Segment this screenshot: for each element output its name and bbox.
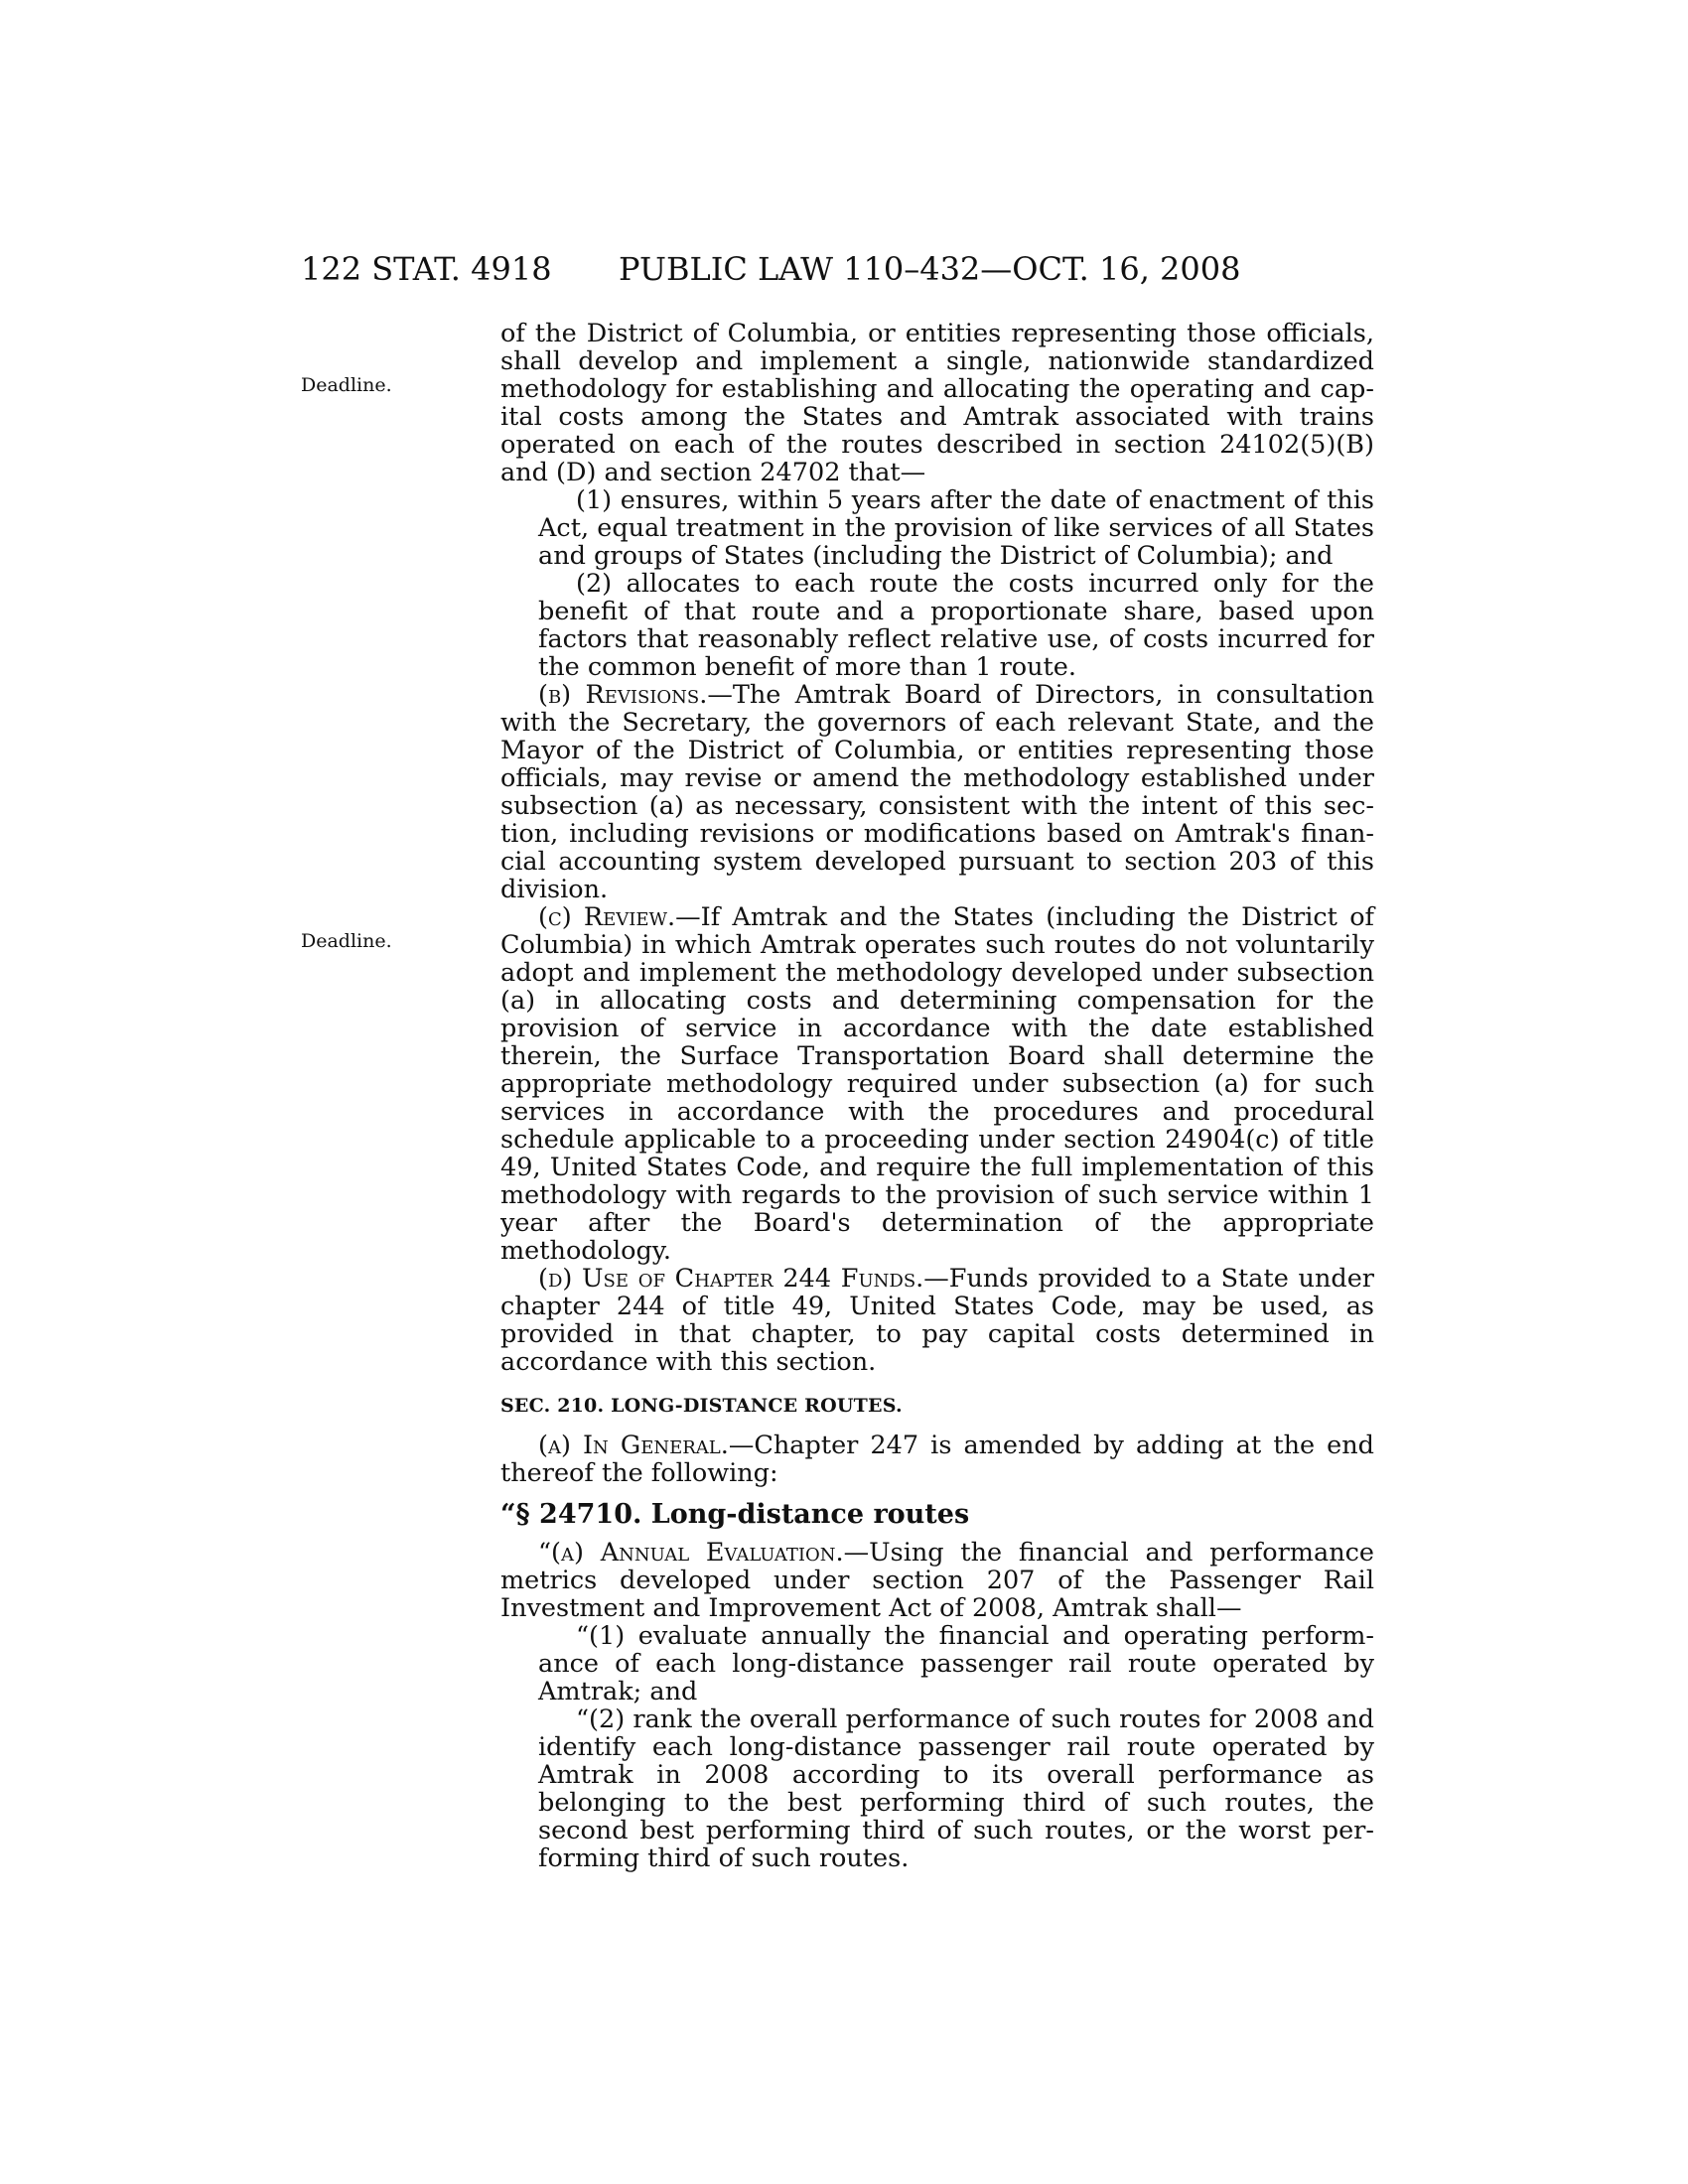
paragraph-item-2: (2) allocates to each route the costs incurred only for the benefit of that route and a proportionate share, based upon factors that reasonably reflect relative use, of costs incurred for the common benefit of more than 1 route. (538, 569, 1374, 682)
subsection-label-in-general: (a) In General. (538, 1431, 729, 1460)
subsection-label-review: (c) Review. (538, 902, 676, 932)
section-title-24710: “§ 24710. Long-distance routes (500, 1499, 970, 1530)
body-text (500, 320, 1374, 1872)
paragraph-use-of-funds: (d) Use of Chapter 244 Funds.—Funds provided to a State under chapter 244 of title 49, United States Code, may be used, as provided in that chapter, to pay capital costs determined in accordance with this section. (500, 1264, 1374, 1377)
paragraph-evaluate-item-1: “(1) evaluate annually the financial and operating performance of each long-distance passenger rail route operated by Amtrak; and (538, 1621, 1374, 1706)
paragraph-revisions: (b) Revisions.—The Amtrak Board of Directors, in consultation with the Secretary, the governors of each relevant State, and the Mayor of the District of Columbia, or entities representing those officials, may revise or amend the methodology established under subsection (a) as necessary, consistent with the intent of this section, including revisions or modifications based on Amtrak's financial accounting system developed pursuant to section 203 of this division. (500, 680, 1374, 904)
section-heading: SEC. 210. LONG-DISTANCE ROUTES. (500, 1395, 903, 1417)
paragraph-rank-item-2: “(2) rank the overall performance of such routes for 2008 and identify each long-distance passenger rail route operated by Amtrak in 2008 according to its overall performance as belonging to the best performing third of such routes, the second best performing third of such routes, or the worst performing third of such routes. (538, 1705, 1374, 1873)
subsection-label-use-of-funds: (d) Use of Chapter 244 Funds. (538, 1264, 924, 1294)
subsection-label-annual-evaluation: “(a) Annual Evaluation. (538, 1538, 844, 1568)
paragraph-item-1: (1) ensures, within 5 years after the date of enactment of this Act, equal treatment in the provision of like services of all States and groups of States (including the District of Columbia); and (538, 485, 1374, 571)
paragraph-continuation: of the District of Columbia, or entities representing those officials, shall develop and implement a single, nationwide standardized methodology for establishing and allocating the operating and capital costs among the States and Amtrak associated with trains operated on each of the routes described in section 24102(5)(B) and (D) and section 24702 that— (500, 319, 1374, 487)
public-law-citation: PUBLIC LAW 110–432—OCT. 16, 2008 (619, 250, 1241, 288)
statute-page-number: 122 STAT. 4918 (301, 250, 552, 288)
paragraph-annual-evaluation: “(a) Annual Evaluation.—Using the financial and performance metrics developed under section 207 of the Passenger Rail Investment and Improvement Act of 2008, Amtrak shall— (500, 1538, 1374, 1623)
paragraph-in-general: (a) In General.—Chapter 247 is amended by adding at the end thereof the following: (500, 1431, 1374, 1488)
margin-note-deadline-1: Deadline. (301, 374, 392, 396)
page-header (301, 250, 1373, 290)
paragraph-review: (c) Review.—If Amtrak and the States (including the District of Columbia) in which Amtrak operates such routes do not voluntarily adopt and implement the methodology developed under subsection (a) in allocating costs and determining compensation for the provision of service in accordance with the date established therein, the Surface Transportation Board shall determine the appropriate methodology required under subsection (a) for such services in accordance with the procedures and procedural schedule applicable to a proceeding under section 24904(c) of title 49, United States Code, and require the full implementation of this methodology with regards to the provision of such service within 1 year after the Board's determination of the appropriate methodology. (500, 902, 1374, 1266)
subsection-label-revisions: (b) Revisions. (538, 680, 708, 710)
margin-note-deadline-2: Deadline. (301, 930, 392, 952)
